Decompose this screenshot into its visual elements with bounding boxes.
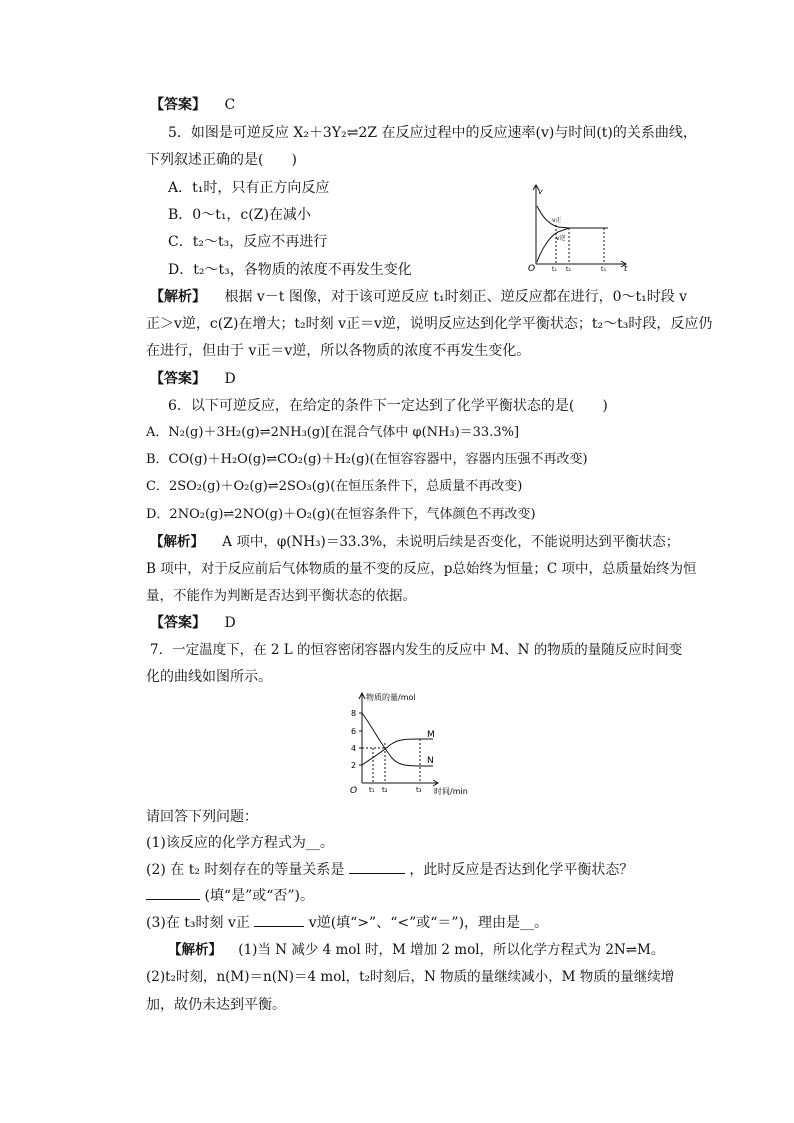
y-tick-label-8: 8 [351,709,357,718]
tick-t2: t₂ [566,266,571,272]
q6-option-a: A．N₂(g)＋3H₂(g)⇌2NH₃(g)[在混合气体中 φ(NH₃)＝33.3%] [146,425,520,440]
tick-t1: t₁ [552,266,557,272]
q7-explanation-line1 [168,940,664,960]
q7-part2-blank-2[interactable] [146,885,200,900]
answer-tag: 【答案】 [150,97,206,113]
explanation-text: 根据 v－t 图像，对于该可逆反应 t₁时刻正、逆反应都在进行，0～t₁时段 v [224,289,688,305]
explanation-tag: 【解析】 [150,534,204,550]
tick-t3: t₃ [601,266,606,272]
q5-explanation-line1 [150,287,687,307]
figure-amount-time [338,688,508,798]
q7-stem-line2: 化的曲线如图所示。 [146,669,272,685]
q5-stem-line2: 下列叙述正确的是( ) [146,152,297,168]
q7-part3-text-b: v逆(填“>”、“<”或“＝”)，理由是__。 [308,915,549,931]
answer-6 [150,613,236,633]
q6-explanation-line1 [150,532,679,552]
q5-option-d: D．t₂～t₃，各物质的浓度不再发生变化 [168,262,412,278]
answer-value: C [224,97,236,113]
answer-4 [150,95,235,115]
q7-part2-line1 [146,859,633,880]
q7-part3-text-a: (3)在 t₃时刻 v正 [146,915,250,931]
q7-part2-text-a: (2) 在 t₂ 时刻存在的等量关系是 [146,862,345,878]
y-tick-label-4: 4 [351,744,357,753]
y-tick-label-2: 2 [351,761,357,770]
q6-option-b: B．CO(g)＋H₂O(g)⇌CO₂(g)＋H₂(g)(在恒容容器中，容器内压强不再改变) [146,452,588,467]
q7-part2-blank-1[interactable] [349,859,405,874]
x-axis-label: t [624,264,628,272]
answer-value: D [224,371,236,387]
explanation-text: (1)当 N 减少 4 mol 时，M 增加 2 mol，所以化学方程式为 2N⇌M。 [238,942,665,958]
q6-option-c: C．2SO₂(g)＋O₂(g)⇌2SO₃(g)(在恒压条件下，总质量不再改变) [146,479,523,494]
q5-explanation-line3: 在进行，但由于 v正＝v逆，所以各物质的浓度不再发生变化。 [146,343,531,359]
answer-5 [150,369,236,389]
q7-ask: 请回答下列问题： [146,809,258,825]
explanation-text: A 项中，φ(NH₃)＝33.3%，未说明后续是否变化，不能说明达到平衡状态； [222,534,680,550]
q5-option-b: B．0～t₁，c(Z)在减小 [168,207,311,223]
y-tick-label-6: 6 [351,727,357,736]
v-forward-curve [537,206,608,228]
v-forward-label: v正 [552,217,562,224]
explanation-tag: 【解析】 [150,289,206,305]
series-m-label: M [427,730,435,740]
origin-label: O [350,786,358,796]
series-n-label: N [427,756,434,766]
x-tick-label-t1: t₁ [369,786,375,794]
v-reverse-label: v逆 [556,235,566,242]
q6-stem: 6．以下可逆反应，在给定的条件下一定达到了化学平衡状态的是( ) [168,398,608,414]
origin-label: O [528,264,536,272]
figure-rate-time [526,180,632,272]
y-axis-label: v [538,187,543,196]
q7-part3 [146,912,548,933]
answer-tag: 【答案】 [150,371,206,387]
v-reverse-curve [537,228,569,262]
x-tick-label-t2: t₂ [382,786,388,794]
q7-part3-blank[interactable] [254,912,304,927]
q6-explanation-line2: B 项中，对于反应前后气体物质的量不变的反应，p总始终为恒量；C 项中，总质量始终为恒 [146,561,697,577]
q7-part2-line2 [146,885,314,906]
q6-explanation-line3: 量，不能作为判断是否达到平衡状态的依据。 [146,588,416,604]
x-axis-label: 时间/min [434,787,468,796]
q5-explanation-line2: 正＞v逆，c(Z)在增大；t₂时刻 v正＝v逆，说明反应达到化学平衡状态；t₂～t₃时段，反应仍 [146,316,713,332]
y-axis-label: 物质的量/mol [366,693,416,702]
q5-option-a: A．t₁时，只有正方向反应 [168,180,330,196]
q7-explanation-line3: 加，故仍未达到平衡。 [146,997,286,1013]
x-tick-label-t3: t₃ [416,786,422,794]
answer-tag: 【答案】 [150,615,206,631]
q7-explanation-line2: (2)t₂时刻，n(M)＝n(N)＝4 mol，t₂时刻后，N 物质的量继续减小，M 物质的量继续增 [146,969,675,985]
q7-part2-text-c: (填“是”或“否”)。 [204,888,315,904]
q7-part2-text-b: ，此时反应是否达到化学平衡状态？ [409,862,634,878]
answer-value: D [224,615,236,631]
explanation-tag: 【解析】 [168,942,222,958]
q7-part1: (1)该反应的化学方程式为__。 [146,835,334,851]
q7-stem-line1: 7．一定温度下，在 2 L 的恒容密闭容器内发生的反应中 M、N 的物质的量随反应时间变 [150,642,683,658]
q6-option-d: D．2NO₂(g)⇌2NO(g)＋O₂(g)(在恒容条件下，气体颜色不再改变) [146,507,536,522]
q5-option-c: C．t₂～t₃，反应不再进行 [168,234,328,250]
q5-stem-line1: 5．如图是可逆反应 X₂＋3Y₂⇌2Z 在反应过程中的反应速率(v)与时间(t)的关系曲线， [168,125,697,141]
